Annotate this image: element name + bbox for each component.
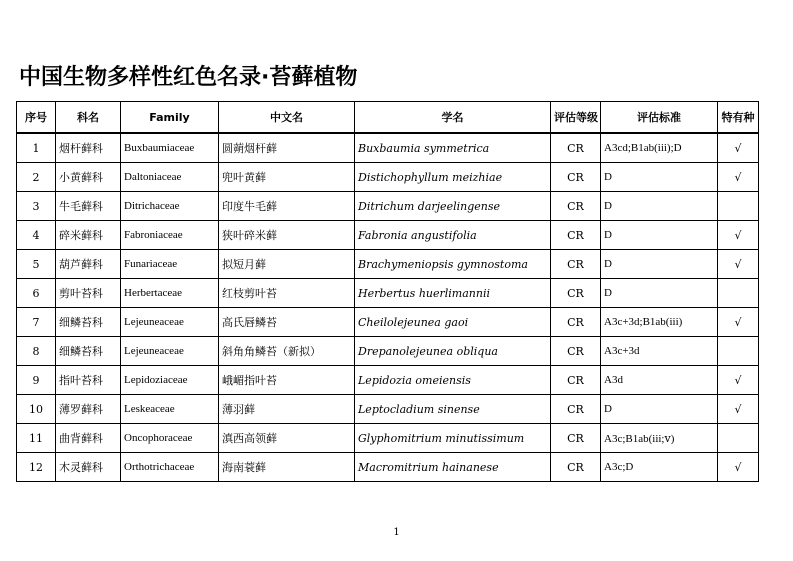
cell-name-cn: 峨嵋指叶苔: [219, 366, 355, 395]
cell-name-cn: 圆蒴烟杆藓: [219, 133, 355, 163]
col-header-family: Family: [121, 102, 219, 134]
cell-family-cn: 牛毛藓科: [56, 192, 121, 221]
col-header-criteria: 评估标准: [601, 102, 718, 134]
cell-scientific-name: Lepidozia omeiensis: [355, 366, 551, 395]
cell-endemic: √: [718, 395, 759, 424]
cell-criteria: D: [601, 250, 718, 279]
cell-family-cn: 烟杆藓科: [56, 133, 121, 163]
cell-scientific-name: Distichophyllum meizhiae: [355, 163, 551, 192]
cell-grade: CR: [551, 250, 601, 279]
cell-family: Daltoniaceae: [121, 163, 219, 192]
cell-criteria: D: [601, 279, 718, 308]
table-body: [17, 133, 759, 482]
table-row: [17, 133, 759, 163]
cell-grade: CR: [551, 308, 601, 337]
cell-name-cn: 拟短月藓: [219, 250, 355, 279]
cell-scientific-name: Drepanolejeunea obliqua: [355, 337, 551, 366]
table-row: [17, 366, 759, 395]
cell-grade: CR: [551, 366, 601, 395]
table-row: [17, 192, 759, 221]
cell-grade: CR: [551, 221, 601, 250]
cell-family-cn: 剪叶苔科: [56, 279, 121, 308]
cell-family: Lepidoziaceae: [121, 366, 219, 395]
cell-family-cn: 木灵藓科: [56, 453, 121, 482]
cell-family-cn: 小黄藓科: [56, 163, 121, 192]
cell-endemic: √: [718, 366, 759, 395]
cell-criteria: D: [601, 395, 718, 424]
cell-family: Leskeaceae: [121, 395, 219, 424]
cell-no: 11: [17, 424, 56, 453]
cell-no: 2: [17, 163, 56, 192]
cell-scientific-name: Brachymeniopsis gymnostoma: [355, 250, 551, 279]
cell-grade: CR: [551, 192, 601, 221]
cell-scientific-name: Cheilolejeunea gaoi: [355, 308, 551, 337]
cell-endemic: [718, 424, 759, 453]
cell-no: 7: [17, 308, 56, 337]
cell-no: 1: [17, 133, 56, 163]
cell-endemic: √: [718, 250, 759, 279]
cell-family-cn: 碎米藓科: [56, 221, 121, 250]
cell-criteria: A3cd;B1ab(iii);D: [601, 133, 718, 163]
cell-no: 12: [17, 453, 56, 482]
cell-name-cn: 滇西高领藓: [219, 424, 355, 453]
cell-family: Buxbaumiaceae: [121, 133, 219, 163]
cell-scientific-name: Buxbaumia symmetrica: [355, 133, 551, 163]
cell-name-cn: 薄羽藓: [219, 395, 355, 424]
cell-grade: CR: [551, 337, 601, 366]
table-row: [17, 337, 759, 366]
cell-name-cn: 印度牛毛藓: [219, 192, 355, 221]
table-row: [17, 163, 759, 192]
table-row: [17, 395, 759, 424]
col-header-family-cn: 科名: [56, 102, 121, 134]
table-row: [17, 424, 759, 453]
cell-name-cn: 狭叶碎米藓: [219, 221, 355, 250]
cell-grade: CR: [551, 279, 601, 308]
cell-criteria: A3c;D: [601, 453, 718, 482]
cell-grade: CR: [551, 424, 601, 453]
cell-endemic: √: [718, 221, 759, 250]
page-title: 中国生物多样性红色名录·苔藓植物: [19, 65, 358, 90]
cell-name-cn: 高氏唇鳞苔: [219, 308, 355, 337]
cell-family: Lejeuneaceae: [121, 337, 219, 366]
cell-criteria: A3c;B1ab(iii;ⅴ): [601, 424, 718, 453]
cell-criteria: D: [601, 192, 718, 221]
table-row: [17, 221, 759, 250]
cell-criteria: D: [601, 221, 718, 250]
cell-scientific-name: Herbertus huerlimannii: [355, 279, 551, 308]
cell-endemic: √: [718, 133, 759, 163]
cell-family-cn: 细鳞苔科: [56, 337, 121, 366]
cell-no: 10: [17, 395, 56, 424]
species-table: [16, 101, 759, 482]
cell-no: 6: [17, 279, 56, 308]
cell-family: Ditrichaceae: [121, 192, 219, 221]
cell-grade: CR: [551, 163, 601, 192]
table-row: [17, 250, 759, 279]
cell-no: 8: [17, 337, 56, 366]
col-header-name-cn: 中文名: [219, 102, 355, 134]
cell-family: Herbertaceae: [121, 279, 219, 308]
cell-grade: CR: [551, 133, 601, 163]
cell-name-cn: 海南蓑藓: [219, 453, 355, 482]
cell-no: 4: [17, 221, 56, 250]
cell-criteria: A3d: [601, 366, 718, 395]
cell-scientific-name: Fabronia angustifolia: [355, 221, 551, 250]
cell-no: 3: [17, 192, 56, 221]
cell-family-cn: 葫芦藓科: [56, 250, 121, 279]
cell-name-cn: 兜叶黄藓: [219, 163, 355, 192]
table-row: [17, 279, 759, 308]
cell-family-cn: 指叶苔科: [56, 366, 121, 395]
cell-family-cn: 曲背藓科: [56, 424, 121, 453]
cell-grade: CR: [551, 453, 601, 482]
col-header-scientific-name: 学名: [355, 102, 551, 134]
cell-name-cn: 红枝剪叶苔: [219, 279, 355, 308]
cell-family: Orthotrichaceae: [121, 453, 219, 482]
cell-scientific-name: Glyphomitrium minutissimum: [355, 424, 551, 453]
cell-family: Funariaceae: [121, 250, 219, 279]
col-header-no: 序号: [17, 102, 56, 134]
cell-endemic: √: [718, 453, 759, 482]
page-number: 1: [393, 527, 400, 538]
cell-criteria: A3c+3d: [601, 337, 718, 366]
cell-endemic: [718, 192, 759, 221]
cell-grade: CR: [551, 395, 601, 424]
col-header-endemic: 特有种: [718, 102, 759, 134]
col-header-grade: 评估等级: [551, 102, 601, 134]
cell-endemic: [718, 279, 759, 308]
cell-endemic: [718, 337, 759, 366]
cell-criteria: A3c+3d;B1ab(iii): [601, 308, 718, 337]
cell-scientific-name: Ditrichum darjeelingense: [355, 192, 551, 221]
cell-family-cn: 薄罗藓科: [56, 395, 121, 424]
cell-scientific-name: Macromitrium hainanese: [355, 453, 551, 482]
table-row: [17, 308, 759, 337]
cell-family: Lejeuneaceae: [121, 308, 219, 337]
cell-no: 9: [17, 366, 56, 395]
cell-no: 5: [17, 250, 56, 279]
cell-endemic: √: [718, 308, 759, 337]
cell-criteria: D: [601, 163, 718, 192]
cell-name-cn: 斜角角鳞苔（新拟）: [219, 337, 355, 366]
cell-endemic: √: [718, 163, 759, 192]
table-row: [17, 453, 759, 482]
cell-family-cn: 细鳞苔科: [56, 308, 121, 337]
cell-scientific-name: Leptocladium sinense: [355, 395, 551, 424]
cell-family: Oncophoraceae: [121, 424, 219, 453]
cell-family: Fabroniaceae: [121, 221, 219, 250]
table-header-row: [17, 102, 759, 134]
